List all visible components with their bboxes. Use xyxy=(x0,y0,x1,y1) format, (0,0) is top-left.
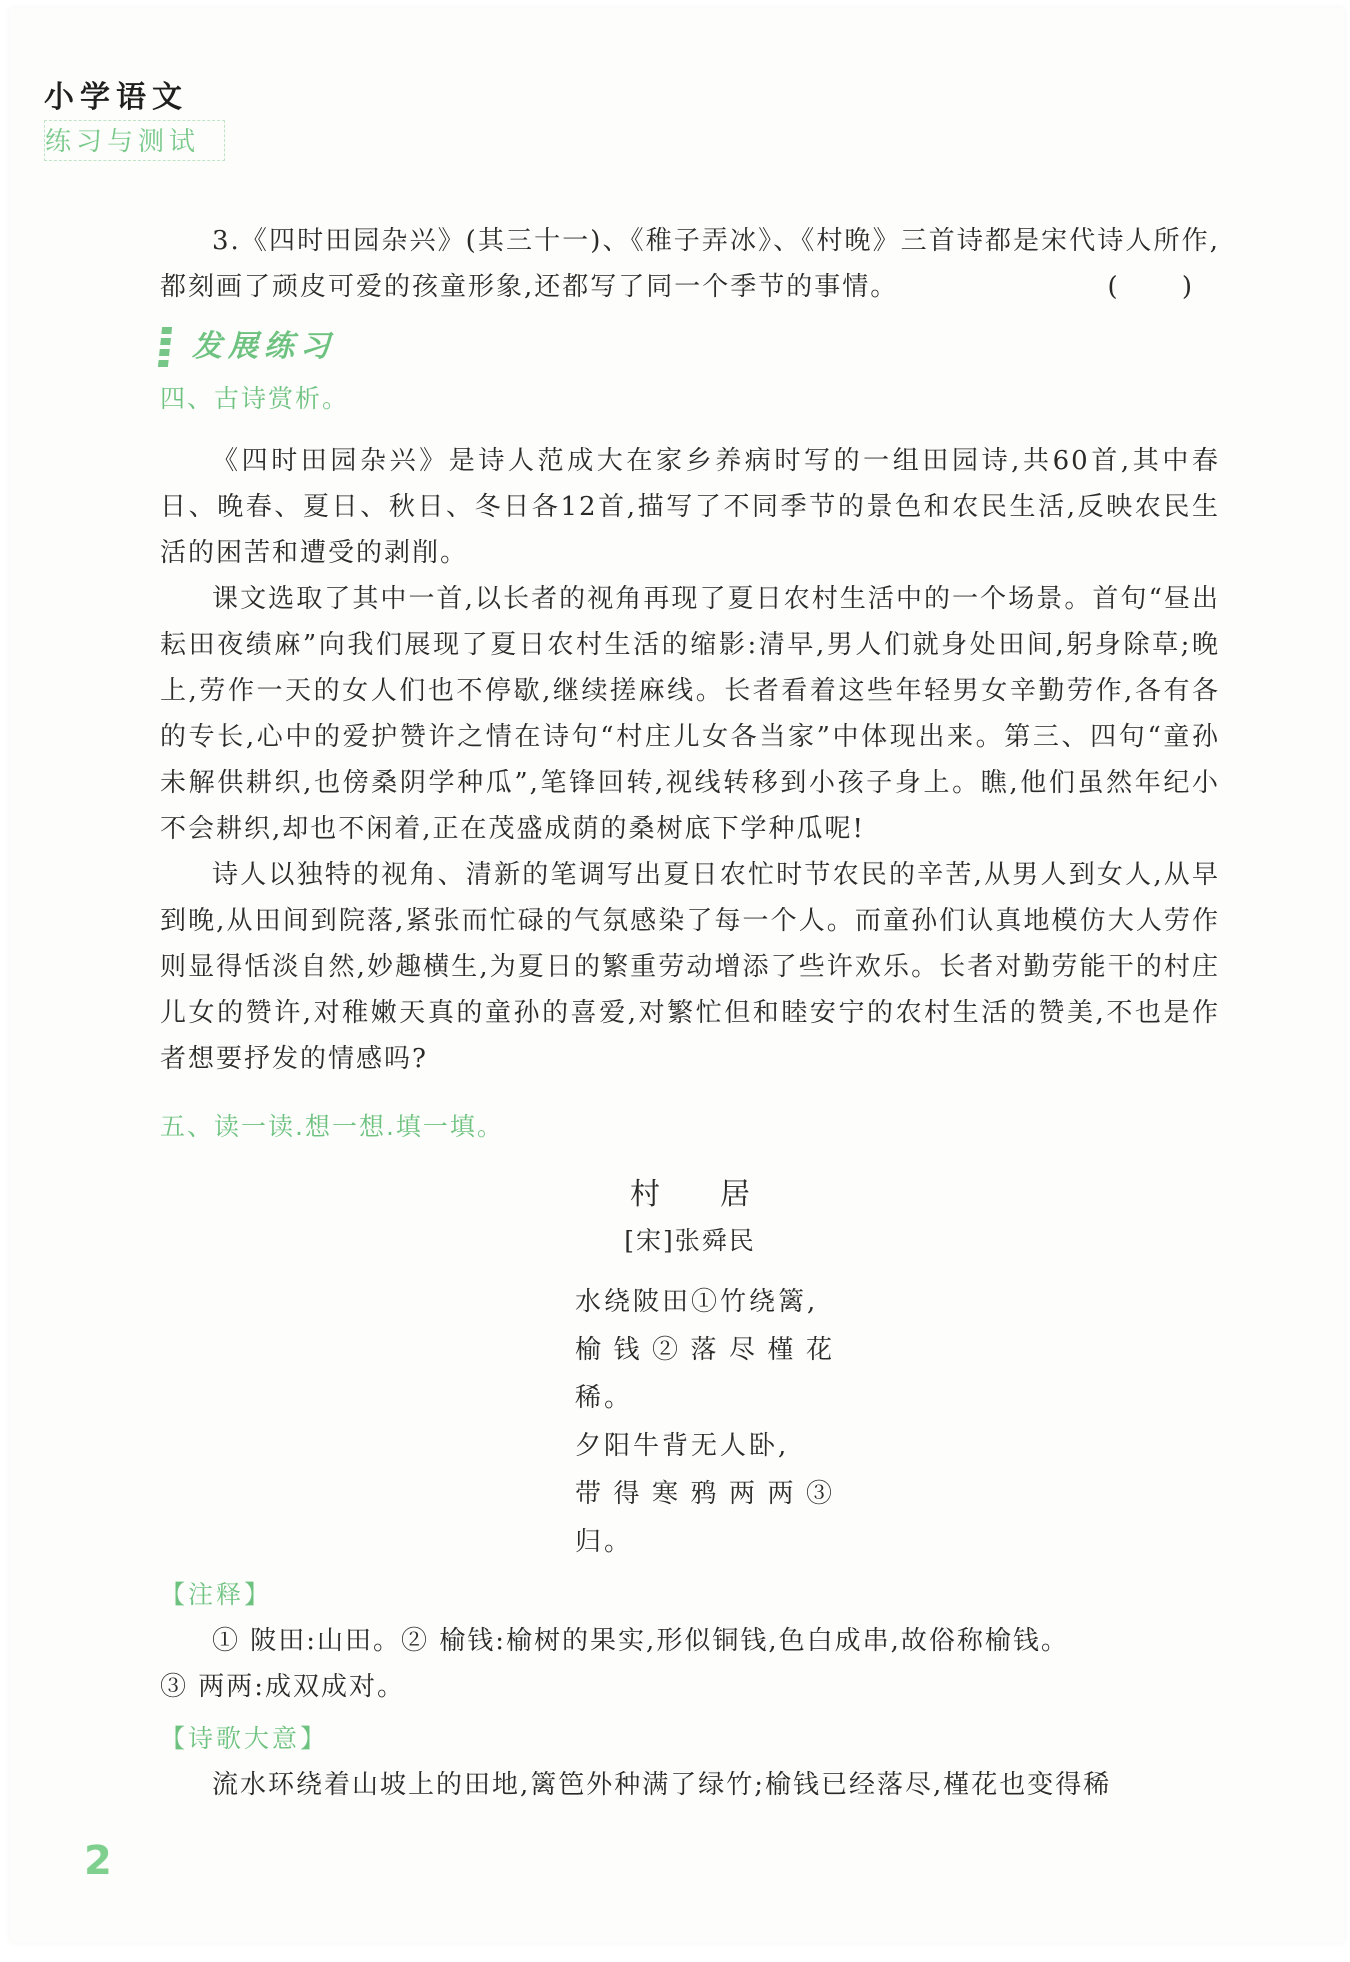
workbook-page xyxy=(10,8,1344,1942)
paragraph: 《四时田园杂兴》是诗人范成大在家乡养病时写的一组田园诗,共60首,其中春日、晚春、夏日、秋日、冬日各12首,描写了不同季节的景色和农民生活,反映农民生活的困苦和遭受的剥削。 xyxy=(160,446,1220,568)
poem-title: 村居 xyxy=(630,1177,810,1212)
paragraph: 诗人以独特的视角、清新的笔调写出夏日农忙时节农民的辛苦,从男人到女人,从早到晚,从田间到院落,紧张而忙碌的气氛感染了每一个人。而童孙们认真地模仿大人劳作则显得恬淡自然,妙趣横生,为夏日的繁重劳动增添了些许欢乐。长者对勤劳能干的村庄儿女的赞许,对稚嫩天真的童孙的喜爱,对繁忙但和睦安宁的农村生活的赞美,不也是作者想要抒发的情感吗? xyxy=(160,860,1220,1074)
meaning-label: 【诗歌大意】 xyxy=(160,1724,329,1753)
book-header xyxy=(44,72,225,161)
poem-author: [宋]张舜民 xyxy=(624,1226,756,1255)
section-5-heading: 五、读一读.想一想.填一填。 xyxy=(160,1112,504,1141)
book-subtitle: 练习与测试 xyxy=(44,120,225,161)
question-3 xyxy=(160,218,1220,310)
poem-line: 水绕陂田①竹绕篱, xyxy=(575,1287,819,1317)
poem-line: 带得寒鸦两两③归。 xyxy=(575,1479,835,1557)
answer-blank[interactable]: ( ) xyxy=(1107,272,1220,302)
notes-label: 【注释】 xyxy=(160,1580,273,1609)
poem-body xyxy=(545,1278,835,1566)
page-number: 2 xyxy=(84,1838,112,1884)
banner-mark-icon xyxy=(158,327,172,367)
section-banner xyxy=(160,322,1220,372)
meaning-text: 流水环绕着山坡上的田地,篱笆外种满了绿竹;榆钱已经落尽,槿花也变得稀 xyxy=(212,1770,1112,1800)
note-line: ③ 两两:成双成对。 xyxy=(160,1672,406,1702)
note-line: ① 陂田:山田。② 榆钱:榆树的果实,形似铜钱,色白成串,故俗称榆钱。 xyxy=(212,1626,1069,1656)
poem-line: 榆钱②落尽槿花稀。 xyxy=(575,1335,835,1413)
banner-title: 发展练习 xyxy=(192,329,336,364)
question-3-text: 3.《四时田园杂兴》(其三十一)、《稚子弄冰》、《村晚》三首诗都是宋代诗人所作,都刻画了顽皮可爱的孩童形象,还都写了同一个季节的事情。 xyxy=(160,226,1220,302)
section-4-heading: 四、古诗赏析。 xyxy=(160,384,350,413)
page-content xyxy=(160,218,1220,1808)
poem-line: 夕阳牛背无人卧, xyxy=(575,1431,790,1461)
book-title: 小学语文 xyxy=(44,80,188,115)
paragraph: 课文选取了其中一首,以长者的视角再现了夏日农村生活中的一个场景。首句“昼出耘田夜绩麻”向我们展现了夏日农村生活的缩影:清早,男人们就身处田间,躬身除草;晚上,劳作一天的女人们也不停歇,继续搓麻线。长者看着这些年轻男女辛勤劳作,各有各的专长,心中的爱护赞许之情在诗句“村庄儿女各当家”中体现出来。第三、四句“童孙未解供耕织,也傍桑阴学种瓜”,笔锋回转,视线转移到小孩子身上。瞧,他们虽然年纪小不会耕织,却也不闲着,正在茂盛成荫的桑树底下学种瓜呢! xyxy=(160,584,1220,844)
